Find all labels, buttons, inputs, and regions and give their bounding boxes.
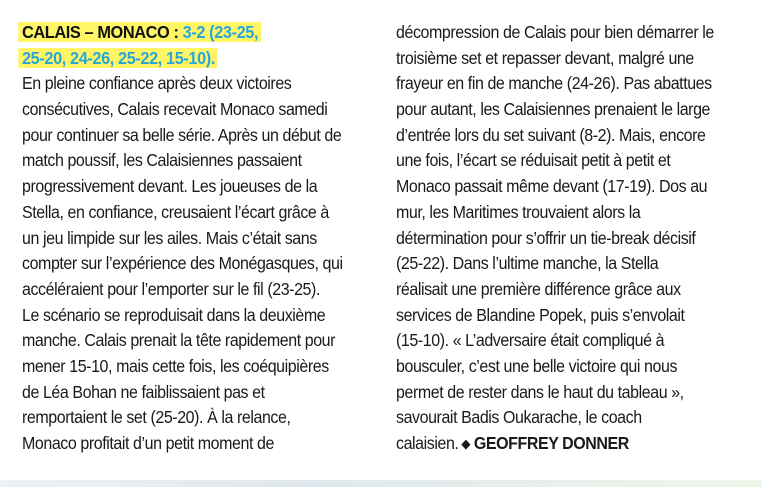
body-line: frayeur en fin de manche (24-26). Pas abattues bbox=[396, 73, 712, 94]
headline-score-part2: 25-20, 24-26, 25-22, 15-10). bbox=[22, 47, 215, 68]
body-line: mener 15-10, mais cette fois, les coéquipières bbox=[22, 355, 329, 376]
body-line: services de Blandine Popek, puis s’envolait bbox=[396, 304, 685, 325]
body-line: manche. Calais prenait la tête rapidement pour bbox=[22, 330, 336, 351]
body-line: consécutives, Calais recevait Monaco samedi bbox=[22, 99, 328, 120]
body-line: En pleine confiance après deux victoires bbox=[22, 73, 292, 94]
last-line bbox=[396, 431, 748, 457]
body-line: permet de rester dans le haut du tableau », bbox=[396, 381, 684, 402]
body-line: décompression de Calais pour bien démarrer le bbox=[396, 22, 714, 42]
body-line: bousculer, c’est une belle victoire qui nous bbox=[396, 355, 678, 376]
body-line: (15-10). « L’adversaire était compliqué à bbox=[396, 330, 665, 351]
body-line: progressivement devant. Les joueuses de la bbox=[22, 176, 318, 197]
headline-highlight bbox=[18, 22, 261, 42]
body-line: pour autant, les Calaisiennes prenaient le large bbox=[396, 99, 711, 120]
left-column bbox=[22, 20, 374, 457]
last-line-text: calaisien. bbox=[396, 433, 459, 453]
headline-line-2 bbox=[22, 46, 374, 72]
headline-score-part1: 3-2 (23-25, bbox=[182, 22, 259, 42]
body-line: d’entrée lors du set suivant (8-2). Mais, encore bbox=[396, 124, 706, 145]
author-signature: GEOFFREY DONNER bbox=[473, 433, 629, 453]
headline-line-1 bbox=[22, 20, 374, 46]
body-line: Monaco passait même devant (17-19). Dos au bbox=[396, 176, 708, 197]
headline-highlight-2 bbox=[18, 48, 217, 68]
body-line: (25-22). Dans l’ultime manche, la Stella bbox=[396, 253, 659, 274]
body-line: un jeu limpide sur les ailes. Mais c’était sans bbox=[22, 227, 317, 248]
body-line: troisième set et repasser devant, malgré une bbox=[396, 47, 694, 68]
body-line: réalisait une première différence grâce aux bbox=[396, 278, 681, 299]
body-line: pour continuer sa belle série. Après un début de bbox=[22, 124, 342, 145]
body-line: match poussif, les Calaisiennes passaient bbox=[22, 150, 302, 171]
body-line: accéléraient pour l’emporter sur le fil (23-25). bbox=[22, 278, 320, 299]
body-line: savourait Badis Oukarache, le coach bbox=[396, 407, 642, 428]
body-line: compter sur l’expérience des Monégasques, qui bbox=[22, 253, 343, 274]
body-line: remportaient le set (25-20). À la relance, bbox=[22, 407, 291, 428]
left-body bbox=[22, 71, 374, 456]
body-line: Le scénario se reproduisait dans la deuxième bbox=[22, 304, 326, 325]
body-line: Monaco profitait d’un petit moment de bbox=[22, 433, 274, 453]
bottom-strip bbox=[0, 480, 762, 487]
body-line: Stella, en confiance, creusaient l’écart grâce à bbox=[22, 201, 329, 222]
right-column bbox=[396, 20, 748, 457]
headline-teams: CALAIS – MONACO : bbox=[22, 22, 179, 42]
body-line: de Léa Bohan ne faiblissaient pas et bbox=[22, 381, 265, 402]
body-line: mur, les Maritimes trouvaient alors la bbox=[396, 201, 641, 222]
body-line: une fois, l’écart se réduisait petit à petit et bbox=[396, 150, 671, 171]
diamond-icon: ◆ bbox=[461, 436, 471, 451]
body-line: détermination pour s’offrir un tie-break décisif bbox=[396, 227, 696, 248]
